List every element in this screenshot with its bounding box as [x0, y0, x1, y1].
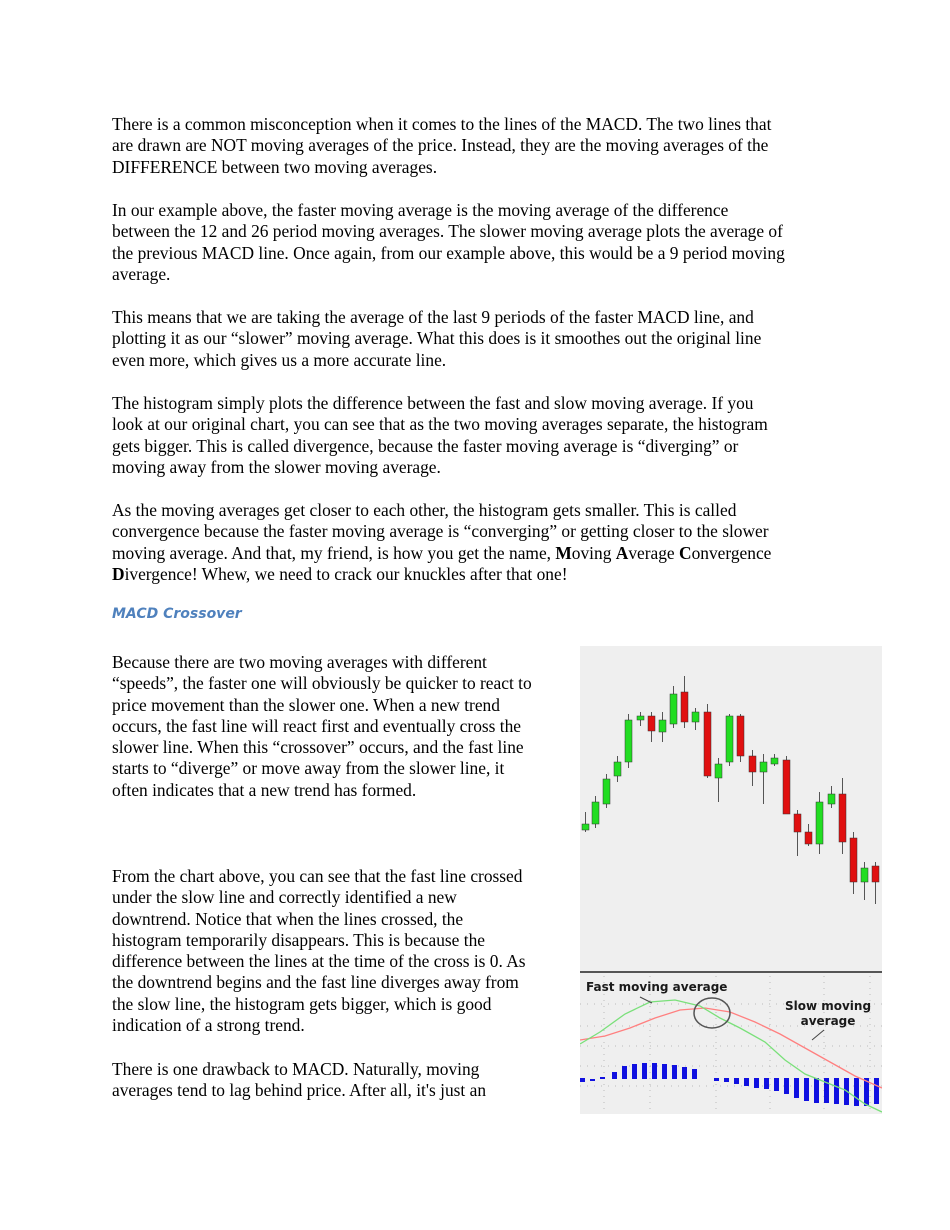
text-line: In our example above, the faster moving average is the moving average of the difference — [112, 200, 729, 220]
text-run: ivergence! Whew, we need to crack our knuckles after that one! — [124, 563, 568, 584]
histogram-bar — [854, 1078, 859, 1106]
acronym-letter-d: D — [112, 563, 125, 584]
paragraph-convergence — [112, 500, 842, 585]
text-run: oving — [571, 542, 616, 563]
histogram-bar — [814, 1078, 819, 1103]
candle-body — [715, 764, 722, 778]
text-line: occurs, the fast line will react first and eventually cross the — [112, 715, 522, 736]
candle-body — [760, 762, 767, 772]
candle-body — [861, 868, 868, 882]
text-line: From the chart above, you can see that the fast line crossed — [112, 866, 523, 886]
text-line: As the moving averages get closer to each other, the histogram gets smaller. This is called — [112, 500, 737, 520]
histogram-bar — [672, 1065, 677, 1079]
histogram-bar — [590, 1079, 595, 1081]
histogram-bar — [580, 1078, 585, 1082]
histogram-bar — [682, 1067, 687, 1079]
slow-moving-average-label: Slow moving — [784, 999, 872, 1013]
histogram-bar — [784, 1078, 789, 1094]
histogram-bar — [744, 1078, 749, 1086]
histogram-bar — [794, 1078, 799, 1098]
paragraph-downtrend — [112, 866, 572, 1036]
macd-chart-svg — [580, 646, 882, 1114]
text-line: downtrend. Notice that when the lines crossed, the — [112, 908, 464, 929]
candle-body — [704, 712, 711, 776]
candle-body — [670, 694, 677, 724]
text-run: verage — [628, 542, 679, 563]
histogram-bar — [600, 1077, 605, 1079]
text-line: under the slow line and correctly identified a new — [112, 887, 457, 908]
candle-body — [592, 802, 599, 824]
text-line: the previous MACD line. Once again, from our example above, this would be a 9 period moving — [112, 242, 785, 263]
candle-body — [625, 720, 632, 762]
text-line: Because there are two moving averages with different — [112, 652, 487, 672]
histogram-bar — [804, 1078, 809, 1101]
text-line: This means that we are taking the average of the last 9 periods of the faster MACD line, and — [112, 307, 754, 327]
histogram-group — [580, 1063, 879, 1106]
paragraph-misconception — [112, 114, 842, 178]
candle-body — [771, 758, 778, 764]
text-line — [112, 543, 842, 564]
histogram-bar — [692, 1069, 697, 1079]
candle-body — [603, 779, 610, 804]
text-line: often indicates that a new trend has formed. — [112, 779, 417, 800]
text-run: moving average. And that, my friend, is how you get the name, — [112, 542, 556, 563]
acronym-letter-c: C — [679, 542, 692, 563]
text-line: DIFFERENCE between two moving averages. — [112, 156, 438, 177]
histogram-bar — [632, 1064, 637, 1079]
acronym-line-1 — [555, 543, 771, 563]
candle-body — [805, 832, 812, 844]
text-line: gets bigger. This is called divergence, because the faster moving average is “diverging” or — [112, 435, 739, 456]
text-line — [112, 564, 842, 585]
candle-body — [794, 814, 801, 832]
paragraph-example — [112, 200, 842, 285]
text-line: the slow line, the histogram gets bigger, which is good — [112, 993, 492, 1014]
histogram-bar — [652, 1063, 657, 1079]
text-line: even more, which gives us a more accurate line. — [112, 349, 447, 370]
candle-body — [816, 802, 823, 844]
text-run: onvergence — [691, 542, 772, 563]
histogram-bar — [734, 1078, 739, 1084]
text-line: slower line. When this “crossover” occurs, and the fast line — [112, 737, 524, 758]
slow-moving-average-label-2: average — [800, 1014, 856, 1028]
macd-chart-image — [580, 646, 882, 1114]
text-line: plotting it as our “slower” moving average. What this does is it smoothes out the original line — [112, 328, 762, 349]
candle-body — [783, 760, 790, 814]
candle-body — [737, 716, 744, 756]
text-line: difference between the lines at the time of the cross is 0. As — [112, 951, 526, 972]
slow-label-pointer — [812, 1030, 824, 1040]
text-line: look at our original chart, you can see that as the two moving averages separate, the histogram — [112, 414, 768, 435]
text-line: indication of a strong trend. — [112, 1015, 305, 1036]
text-line: starts to “diverge” or move away from the slower line, it — [112, 758, 505, 779]
histogram-bar — [754, 1078, 759, 1088]
candle-body — [681, 692, 688, 722]
paragraph-average — [112, 307, 842, 371]
candlestick-group — [582, 676, 879, 904]
candle-body — [872, 866, 879, 882]
text-line: The histogram simply plots the difference between the fast and slow moving average. If you — [112, 393, 754, 413]
text-line: the downtrend begins and the fast line diverges away from — [112, 972, 519, 993]
candle-body — [582, 824, 589, 830]
acronym-letter-m: M — [555, 542, 572, 563]
histogram-bar — [714, 1078, 719, 1081]
candle-body — [637, 716, 644, 720]
paragraph-crossover — [112, 652, 572, 801]
text-line: moving away from the slower moving average. — [112, 456, 441, 477]
candle-body — [850, 838, 857, 882]
text-line: are drawn are NOT moving averages of the price. Instead, they are the moving averages of the — [112, 135, 769, 156]
text-line: There is a common misconception when it comes to the lines of the MACD. The two lines that — [112, 114, 772, 134]
candle-body — [659, 720, 666, 732]
paragraph-histogram — [112, 393, 842, 478]
text-line: convergence because the faster moving average is “converging” or getting closer to the slower — [112, 521, 769, 542]
text-line: There is one drawback to MACD. Naturally, moving — [112, 1059, 480, 1079]
histogram-bar — [612, 1072, 617, 1079]
fast-moving-average-label: Fast moving average — [586, 980, 728, 994]
histogram-bar — [764, 1078, 769, 1089]
paragraph-drawback — [112, 1059, 572, 1102]
histogram-bar — [662, 1064, 667, 1079]
text-line: price movement than the slower one. When a new trend — [112, 694, 500, 715]
text-line: between the 12 and 26 period moving averages. The slower moving average plots the average of — [112, 221, 783, 242]
text-line: averages tend to lag behind price. After all, it's just an — [112, 1080, 487, 1101]
candle-body — [614, 762, 621, 776]
section-heading: MACD Crossover — [112, 606, 242, 622]
histogram-bar — [874, 1078, 879, 1104]
candle-body — [726, 716, 733, 762]
candle-body — [692, 712, 699, 722]
text-line: average. — [112, 263, 171, 284]
candle-body — [648, 716, 655, 731]
histogram-bar — [724, 1078, 729, 1082]
candle-body — [749, 756, 756, 772]
candle-body — [828, 794, 835, 804]
text-line: “speeds”, the faster one will obviously be quicker to react to — [112, 673, 532, 694]
histogram-bar — [834, 1078, 839, 1104]
text-line: histogram temporarily disappears. This is because the — [112, 929, 485, 950]
histogram-bar — [642, 1063, 647, 1079]
acronym-letter-a: A — [615, 542, 629, 563]
histogram-bar — [774, 1078, 779, 1091]
candle-body — [839, 794, 846, 842]
histogram-bar — [622, 1066, 627, 1079]
